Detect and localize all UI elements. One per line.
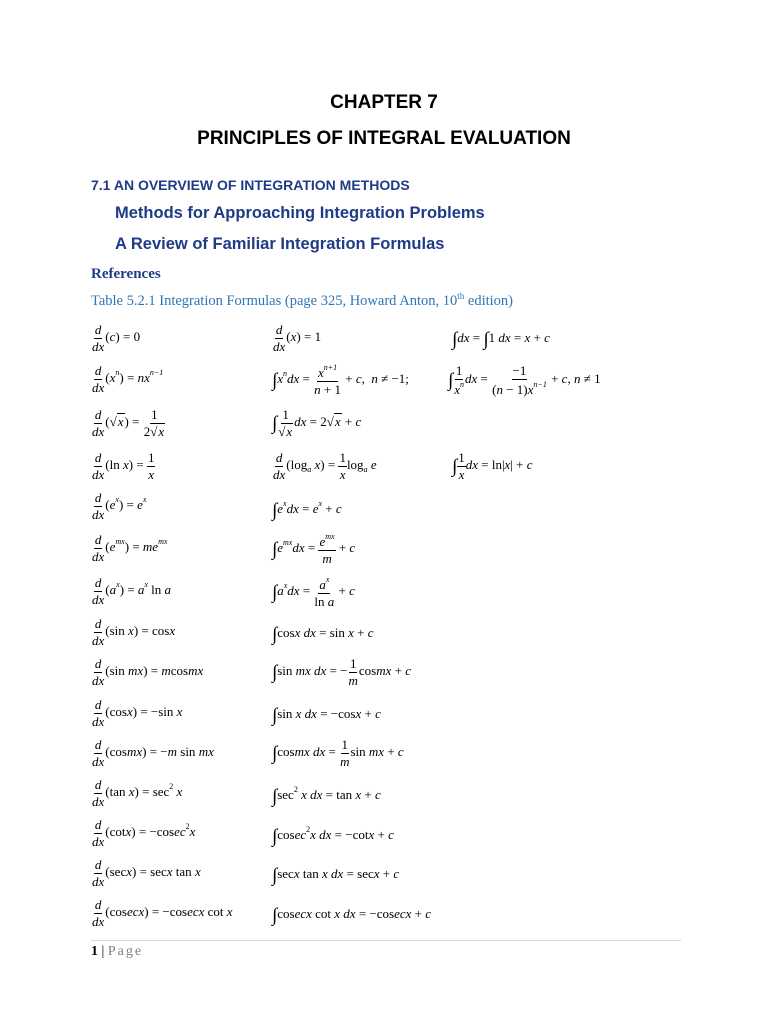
formula-integral-cos: ∫cosx dx = sin x + c: [272, 624, 374, 645]
formula-integral-power: $\int x^ndx$ = $\frac{x^{n+1}}{n + 1}$ + c, n ≠ −1;: [272, 363, 409, 397]
references-table-link: [91, 291, 513, 310]
formula-derivative-sqrt: $\frac{d}{dx}$ (√x) = $\frac{1}{2√x}$: [92, 407, 165, 439]
formula-integral-a-power: $\int a^xdx$ = $\frac{a^x}{\text{ln a}}$ + c: [272, 575, 355, 609]
subsection-methods: Methods for Approaching Integration Problems: [115, 204, 485, 222]
formula-integral-sin-mx: ∫sin mx dx = − $\frac{1}{m}$ cosmx + c: [272, 656, 412, 688]
formula-derivative-exp-mx: $\frac{d}{dx}$ $(e^{mx}) = me^{mx}$: [92, 532, 168, 564]
footer-divider: [91, 940, 681, 941]
formula-derivative-power: $\frac{d}{dx}$ $(x^n) = nx^{n-1}$: [92, 363, 164, 395]
formula-integral-sec-squared: $\int\sec^2$ x dx = tan x + c: [272, 785, 381, 807]
formula-derivative-constant: $\frac{d}{dx}$ (c) = 0: [92, 322, 141, 354]
formula-derivative-cosec: $\frac{d}{dx}$ (cosecx) = −cosecx cot x: [92, 897, 233, 929]
references-text: Table 5.2.1 Integration Formulas (page 325, Howard Anton, 10: [91, 292, 458, 309]
chapter-title: PRINCIPLES OF INTEGRAL EVALUATION: [197, 128, 571, 149]
formula-integral-sec-tan: ∫secx tan x dx = secx + c: [272, 865, 400, 886]
formula-derivative-sec: $\frac{d}{dx}$ (secx) = secx tan x: [92, 857, 201, 889]
formula-derivative-sin: $\frac{d}{dx}$ (sin x) = cosx: [92, 616, 176, 648]
formula-integral-cosec-cot: ∫cosecx cot x dx = −cosecx + c: [272, 905, 431, 926]
formula-derivative-cot: $\frac{d}{dx}$ (cotx) = −cosec$^2$x: [92, 817, 196, 849]
formula-integral-sin: ∫sin x dx = −cosx + c: [272, 705, 381, 726]
references-tail: edition): [464, 292, 513, 309]
subsection-review: A Review of Familiar Integration Formulas: [115, 235, 445, 253]
references-sup: th: [457, 291, 465, 301]
chapter-number: CHAPTER 7: [330, 92, 438, 113]
references-heading: References: [91, 266, 161, 282]
formula-integral-exp: $\int e^xdx = e^x + c$: [272, 499, 342, 521]
formula-integral-exp-mx: $\int e^{mx}dx$ = $e^{mx}$ m + c: [272, 532, 356, 566]
formula-derivative-exp: $\frac{d}{dx}$ $(e^x) = e^x$: [92, 490, 147, 522]
formula-derivative-cos: $\frac{d}{dx}$ (cosx) = −sin x: [92, 697, 183, 729]
formula-derivative-sin-mx: $\frac{d}{dx}$ (sin mx) = mcosmx: [92, 656, 204, 688]
formula-integral-cos-mx: ∫cosmx dx = $\frac{1}{m}$ sin mx + c: [272, 737, 404, 769]
formula-derivative-tan: $\frac{d}{dx}$ (tan $x) = \sec^2 x$: [92, 777, 183, 809]
formula-derivative-ln: $\frac{d}{dx}$ (ln x) = $\frac{1}{x}$: [92, 450, 155, 482]
formula-integral-dx: ∫dx = ∫1 dx = x + c: [452, 329, 550, 350]
formula-derivative-x: $\frac{d}{dx}$ (x) = 1: [273, 322, 322, 354]
section-heading: 7.1 AN OVERVIEW OF INTEGRATION METHODS: [91, 177, 410, 193]
formula-derivative-a-power: $\frac{d}{dx}$ $(a^x) = a^x$ ln a: [92, 575, 172, 607]
footer-separator: |: [98, 944, 108, 959]
page-number: 1: [91, 944, 98, 959]
formula-derivative-log-a: $\frac{d}{dx}$ ($\log_a$ x) = $\frac{1}{x}$ $\log_a e$: [273, 450, 377, 482]
formula-integral-cosec-squared: ∫cosec$^2$x dx = −cotx + c: [272, 825, 394, 847]
page-label: Page: [107, 944, 144, 959]
formula-integral-inverse-sqrt: ∫ $\frac{1}{√x}$ dx = 2√x + c: [272, 407, 362, 439]
formula-integral-inverse-power: ∫ $\frac{1}{x^n}$ dx = $\frac{-1}{(n - 1)x^{n-1}}$ + c, n ≠ 1: [448, 363, 601, 397]
page-footer: [91, 944, 143, 960]
formula-integral-reciprocal: ∫ $\frac{1}{x}$ dx = ln|x| + c: [452, 450, 533, 482]
formula-derivative-cos-mx: $\frac{d}{dx}$ (cosmx) = −m sin mx: [92, 737, 214, 769]
